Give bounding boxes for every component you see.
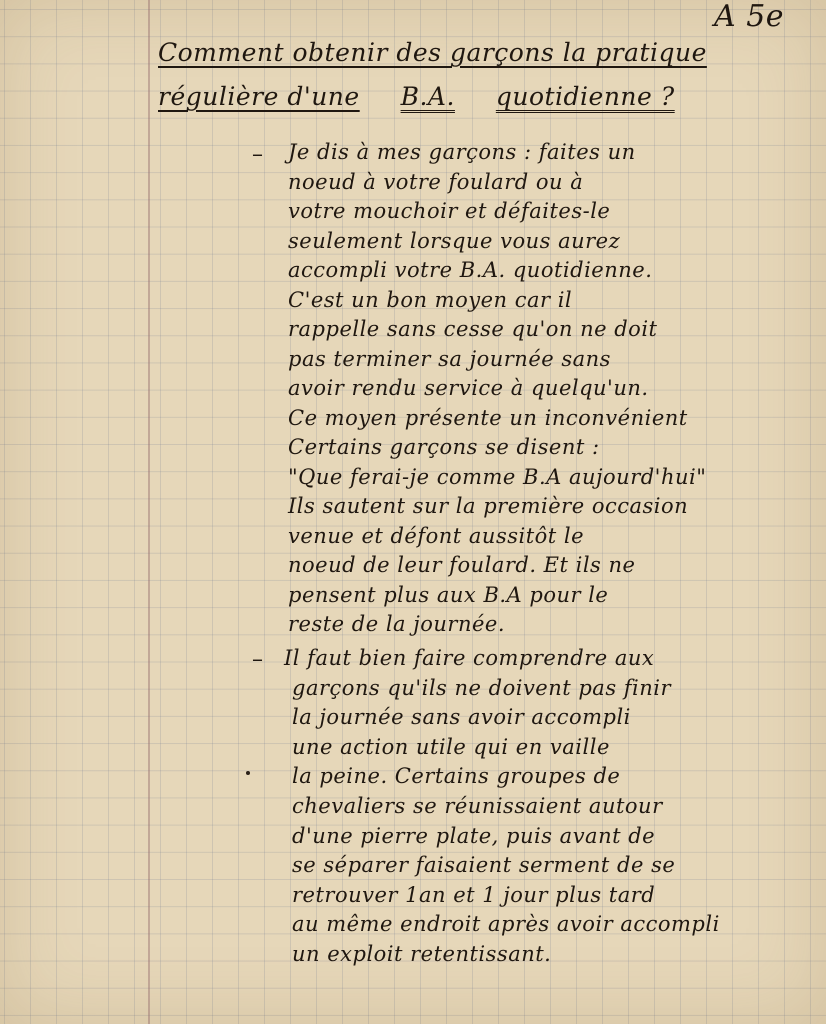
title-quotidienne: quotidienne ? <box>495 82 675 111</box>
text-line: pensent plus aux B.A pour le <box>288 582 609 607</box>
text-line: noeud de leur foulard. Et ils ne <box>288 553 636 577</box>
text-line: avoir rendu service à quelqu'un. <box>288 376 649 400</box>
paragraph-1-dash: – <box>252 142 263 167</box>
paragraph-2-dash: – <box>252 647 263 672</box>
text-line: votre mouchoir et défaites-le <box>288 199 611 223</box>
text-line: seulement lorsque vous aurez <box>288 228 621 253</box>
text-line: "Que ferai-je comme B.A aujourd'hui" <box>288 464 707 489</box>
text-line: Je dis à mes garçons : faites un <box>288 140 636 164</box>
text-line: retrouver 1an et 1 jour plus tard <box>292 882 656 907</box>
text-line: venue et défont aussitôt le <box>288 523 585 548</box>
title-line-2-part-1: régulière d'une <box>158 82 360 111</box>
text-line: accompli votre B.A. quotidienne. <box>288 258 653 282</box>
text-line: Certains garçons se disent : <box>288 435 600 459</box>
text-line: Il faut bien faire comprendre aux <box>284 646 655 670</box>
text-line: la peine. Certains groupes de <box>292 764 621 789</box>
ink-dot <box>246 771 250 775</box>
text-line: rappelle sans cesse qu'on ne doit <box>288 317 658 341</box>
text-line: un exploit retentissant. <box>292 942 552 966</box>
title-line-2 <box>158 84 675 109</box>
text-line: la journée sans avoir accompli <box>292 705 631 730</box>
text-line: se séparer faisaient serment de se <box>292 853 676 878</box>
text-line: chevaliers se réunissaient autour <box>292 794 663 818</box>
text-line: d'une pierre plate, puis avant de <box>292 823 656 848</box>
text-line: Ce moyen présente un inconvénient <box>288 405 688 430</box>
title-ba: B.A. <box>400 82 455 111</box>
text-line: noeud à votre foulard ou à <box>288 169 584 194</box>
text-line: C'est un bon moyen car il <box>288 287 573 312</box>
margin-line <box>148 0 150 1024</box>
text-line: une action utile qui en vaille <box>292 734 610 759</box>
text-line: garçons qu'ils ne doivent pas finir <box>292 675 672 700</box>
text-line: au même endroit après avoir accompli <box>292 912 720 937</box>
text-line: reste de la journée. <box>288 612 506 636</box>
title-line-1: Comment obtenir des garçons la pratique <box>158 38 707 67</box>
text-line: pas terminer sa journée sans <box>288 346 611 371</box>
text-line: Ils sautent sur la première occasion <box>288 494 689 518</box>
page-number: A 5e <box>714 0 785 34</box>
